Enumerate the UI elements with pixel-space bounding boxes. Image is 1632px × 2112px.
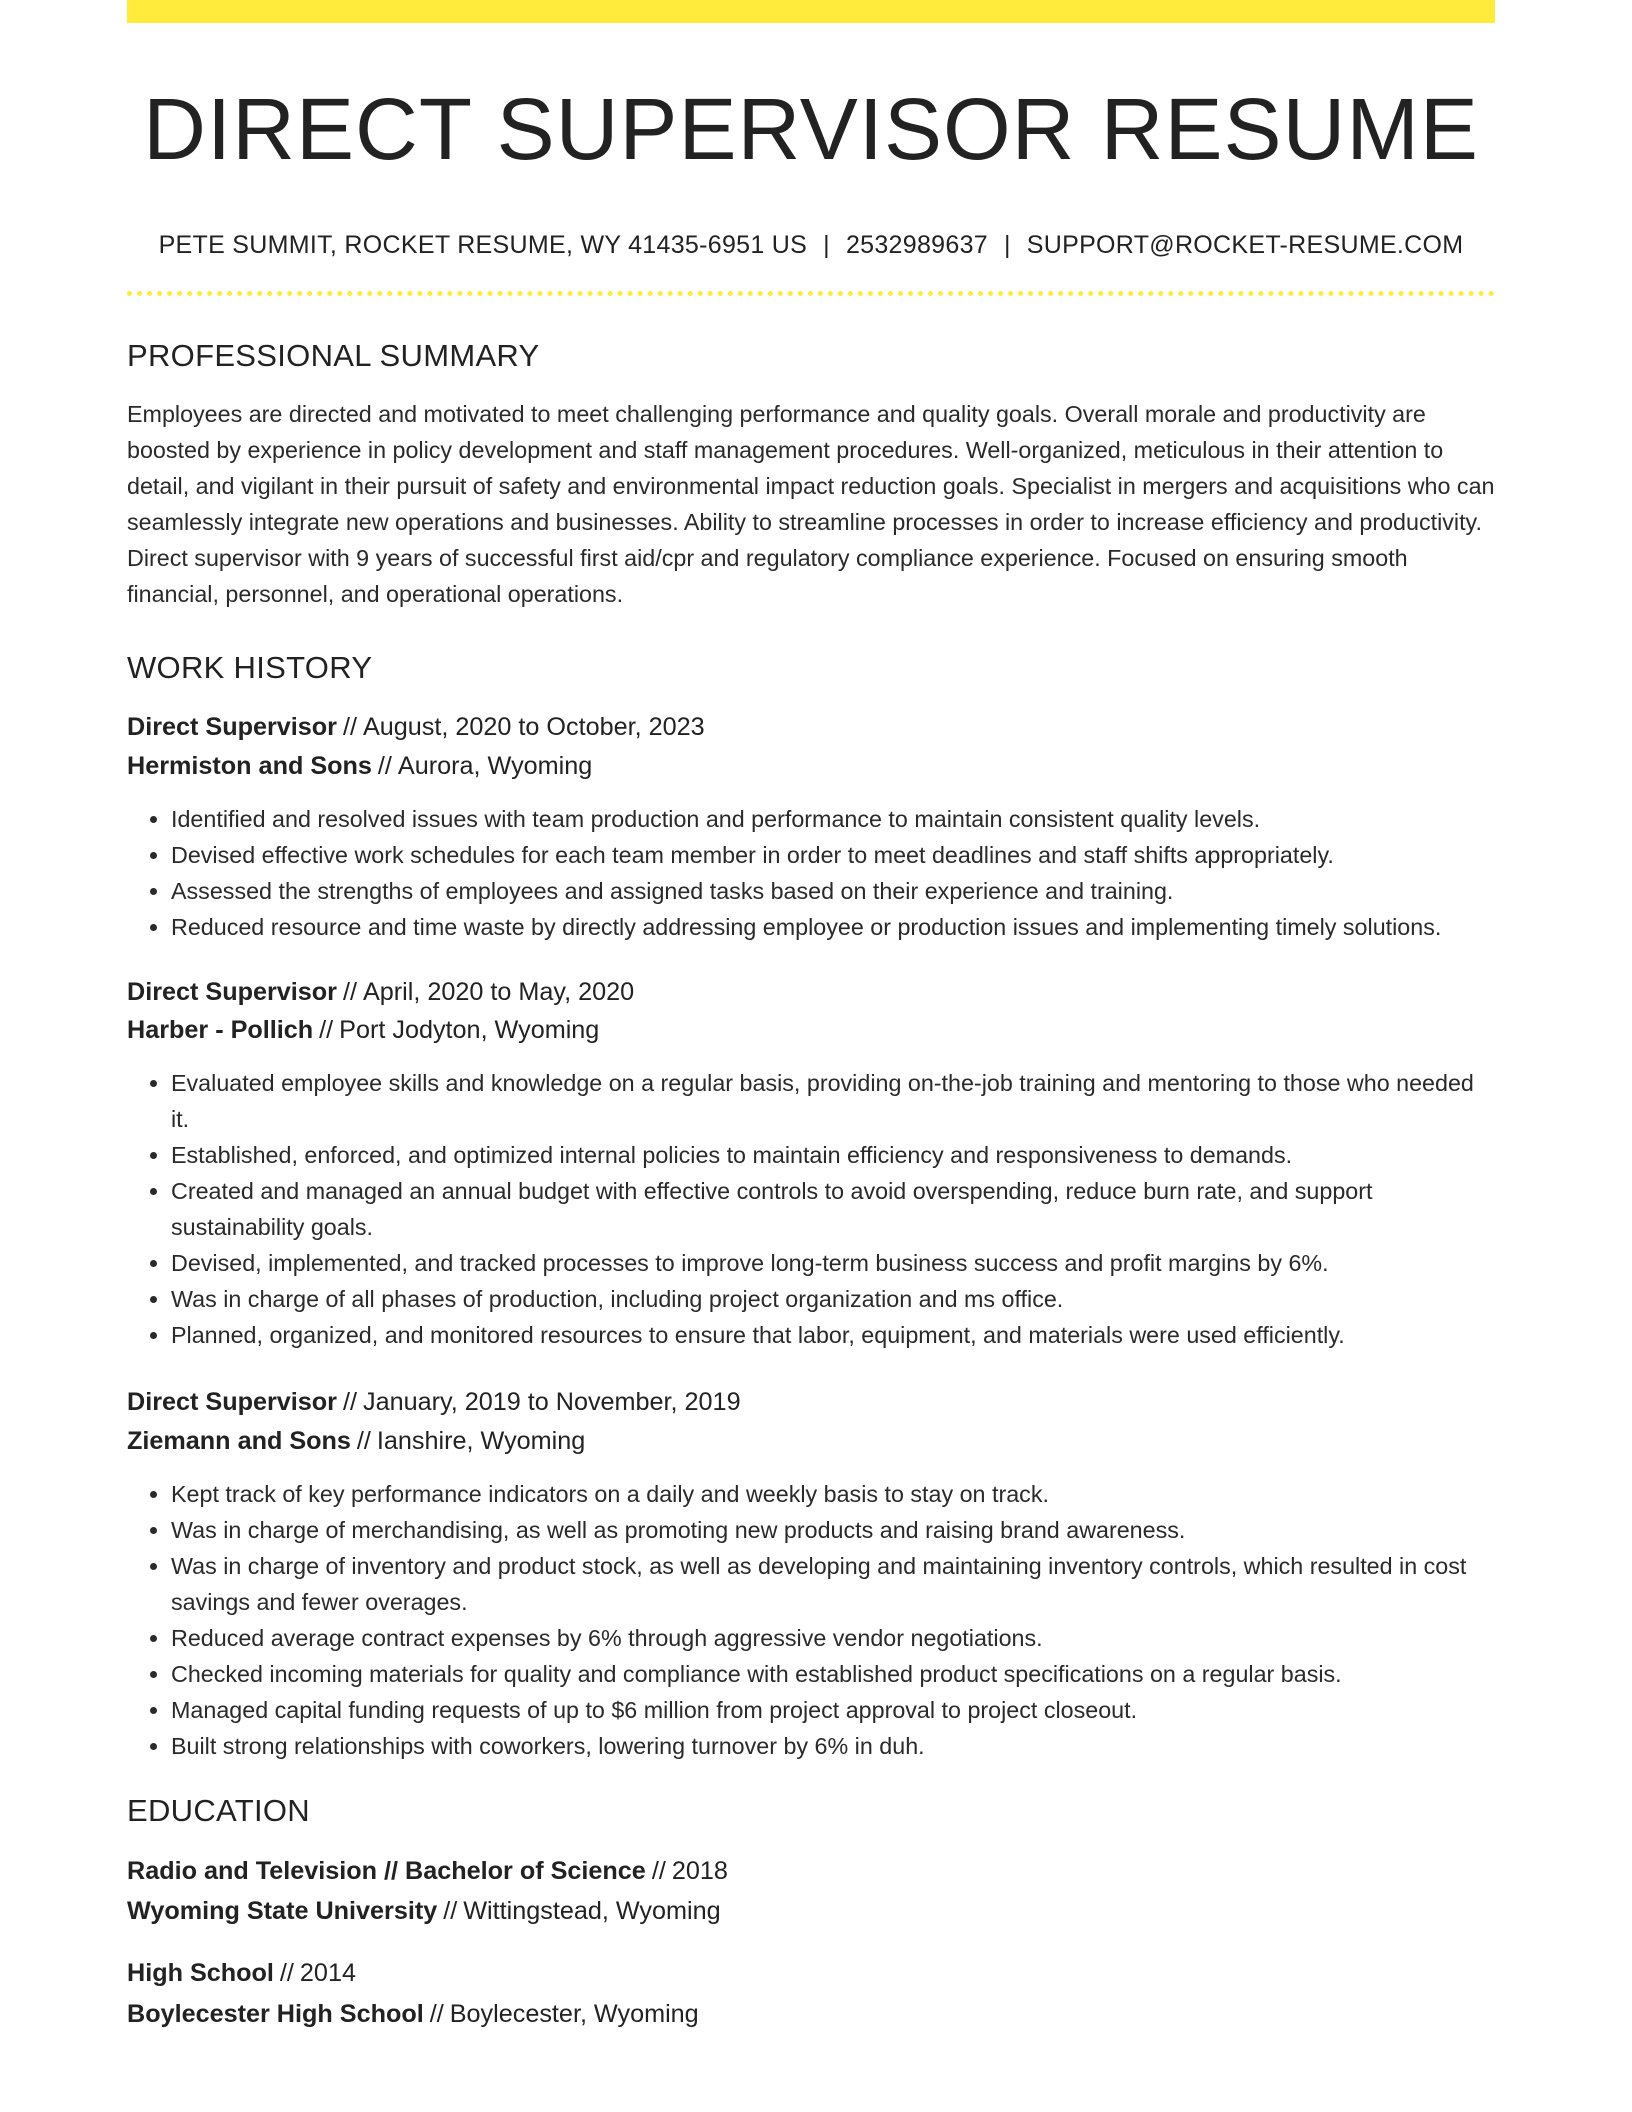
separator: //	[342, 1388, 357, 1417]
duty-item: • Reduced average contract expenses by 6% through aggressive vendor negotiations.	[171, 1620, 1495, 1656]
school-name: Boylecester High School	[127, 1999, 424, 2028]
job-dates: April, 2020 to May, 2020	[362, 977, 635, 1006]
summary-heading: PROFESSIONAL SUMMARY	[127, 338, 540, 374]
job-title: Direct Supervisor	[127, 977, 337, 1006]
separator: //	[377, 751, 392, 780]
school-line	[127, 1896, 1495, 1926]
resume-page	[127, 0, 1495, 2029]
top-accent-bar	[127, 0, 1495, 23]
resume-title: DIRECT SUPERVISOR RESUME	[143, 81, 1479, 178]
graduation-year: 2018	[671, 1857, 728, 1886]
duty-item: • Was in charge of inventory and product stock, as well as developing and maintaining inventory controls, which resulted in cost savings and fewer overages.	[171, 1548, 1495, 1620]
job-dates: August, 2020 to October, 2023	[362, 713, 705, 742]
duty-item: • Managed capital funding requests of up to $6 million from project approval to project closeout.	[171, 1692, 1495, 1728]
contact-line	[127, 230, 1495, 260]
education-heading: EDUCATION	[127, 1792, 310, 1828]
company-name: Harber - Pollich	[127, 1016, 314, 1045]
separator: //	[279, 1959, 294, 1988]
separator: //	[342, 713, 357, 742]
duty-item: • Created and managed an annual budget with effective controls to avoid overspending, reduce burn rate, and support sustainability goals.	[171, 1173, 1495, 1245]
job-location: Port Jodyton, Wyoming	[339, 1016, 600, 1045]
separator: //	[443, 1897, 458, 1926]
contact-phone: 2532989637	[845, 231, 988, 260]
degree-line	[127, 1856, 1495, 1886]
school-name: Wyoming State University	[127, 1897, 438, 1926]
job-title-line	[127, 712, 1495, 742]
duty-item: • Devised effective work schedules for each team member in order to meet deadlines and staff shifts appropriately.	[171, 837, 1495, 873]
separator: //	[319, 1016, 334, 1045]
contact-separator: |	[1003, 231, 1011, 260]
duty-item: • Established, enforced, and optimized internal policies to maintain efficiency and responsiveness to demands.	[171, 1137, 1495, 1173]
duty-item: • Was in charge of merchandising, as well as promoting new products and raising brand awareness.	[171, 1512, 1495, 1548]
duty-item: • Kept track of key performance indicators on a daily and weekly basis to stay on track.	[171, 1476, 1495, 1512]
degree-line	[127, 1958, 1495, 1988]
duty-item: • Assessed the strengths of employees and assigned tasks based on their experience and training.	[171, 873, 1495, 909]
duty-item: • Evaluated employee skills and knowledge on a regular basis, providing on-the-job training and mentoring to those who needed it.	[171, 1065, 1495, 1137]
contact-email: SUPPORT@ROCKET-RESUME.COM	[1026, 231, 1464, 260]
duty-item: • Built strong relationships with coworkers, lowering turnover by 6% in duh.	[171, 1728, 1495, 1764]
work-history-heading: WORK HISTORY	[127, 650, 373, 686]
job-entry	[127, 712, 1495, 944]
job-entry	[127, 977, 1495, 1353]
contact-address: PETE SUMMIT, ROCKET RESUME, WY 41435-6951 US	[158, 231, 808, 260]
separator: //	[342, 977, 357, 1006]
company-name: Hermiston and Sons	[127, 751, 372, 780]
job-entry	[127, 1387, 1495, 1763]
job-title: Direct Supervisor	[127, 1388, 337, 1417]
duty-item: • Planned, organized, and monitored resources to ensure that labor, equipment, and materials were used efficiently.	[171, 1317, 1495, 1353]
dotted-divider	[127, 291, 1495, 296]
job-location: Ianshire, Wyoming	[376, 1426, 586, 1455]
duties-list	[127, 801, 1495, 945]
job-company-line	[127, 1426, 1495, 1456]
education-entry	[127, 1856, 1495, 1926]
duties-list	[127, 1065, 1495, 1353]
separator: //	[429, 1999, 444, 2028]
contact-separator: |	[823, 231, 830, 260]
duties-list	[127, 1476, 1495, 1764]
school-location: Boylecester, Wyoming	[449, 1999, 699, 2028]
job-title-line	[127, 977, 1495, 1007]
school-line	[127, 1999, 1495, 2029]
duty-item: • Reduced resource and time waste by directly addressing employee or production issues and implementing timely solutions.	[171, 909, 1495, 945]
job-dates: January, 2019 to November, 2019	[362, 1388, 741, 1417]
education-entry	[127, 1958, 1495, 2028]
degree-name: High School	[127, 1959, 274, 1988]
duty-item: • Was in charge of all phases of production, including project organization and ms office.	[171, 1281, 1495, 1317]
school-location: Wittingstead, Wyoming	[463, 1897, 721, 1926]
job-title: Direct Supervisor	[127, 713, 337, 742]
job-company-line	[127, 751, 1495, 781]
duty-item: • Checked incoming materials for quality and compliance with established product specifications on a regular basis.	[171, 1656, 1495, 1692]
separator: //	[651, 1857, 666, 1886]
company-name: Ziemann and Sons	[127, 1426, 351, 1455]
job-company-line	[127, 1015, 1495, 1045]
job-title-line	[127, 1387, 1495, 1417]
job-location: Aurora, Wyoming	[397, 751, 593, 780]
duty-item: • Identified and resolved issues with team production and performance to maintain consistent quality levels.	[171, 801, 1495, 837]
graduation-year: 2014	[299, 1959, 356, 1988]
duty-item: • Devised, implemented, and tracked processes to improve long-term business success and profit margins by 6%.	[171, 1245, 1495, 1281]
separator: //	[356, 1426, 371, 1455]
summary-text: Employees are directed and motivated to meet challenging performance and quality goals. Overall morale and productivity are boosted by experience in policy development and staff management procedures. Well-organized, meticulous in their attention to detail, and vigilant in their pursuit of safety and environmental impact reduction goals. Specialist in mergers and acquisitions who can seamlessly integrate new operations and businesses. Ability to streamline processes in order to increase efficiency and productivity. Direct supervisor with 9 years of successful first aid/cpr and regulatory compliance experience. Focused on ensuring smooth financial, personnel, and operational operations.	[127, 401, 1495, 608]
degree-name: Radio and Television // Bachelor of Science	[127, 1857, 646, 1886]
